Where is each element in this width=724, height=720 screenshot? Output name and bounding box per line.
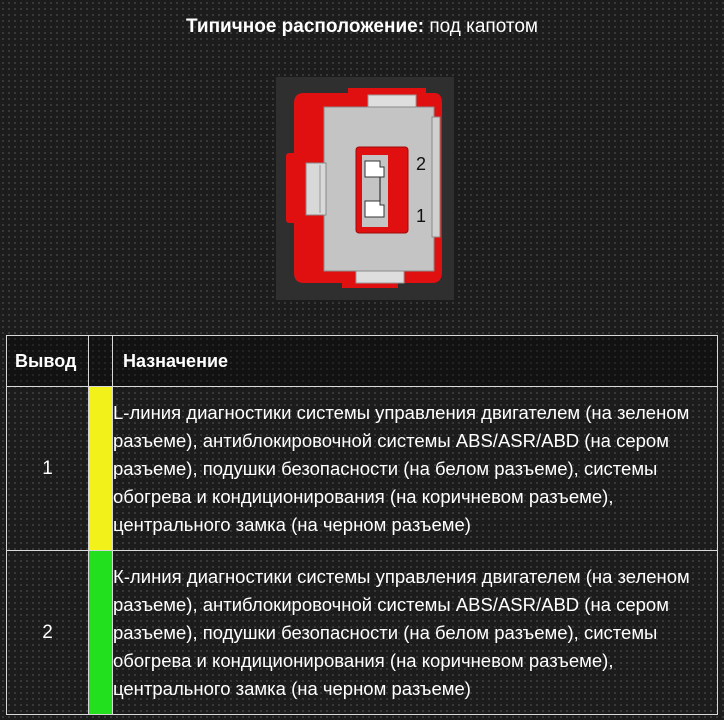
connector-latch	[306, 163, 326, 215]
header-color	[89, 336, 113, 387]
pinout-table	[6, 335, 718, 715]
header-purpose: Назначение	[113, 336, 718, 387]
connector-diagram	[276, 77, 454, 300]
pin-color-swatch	[89, 387, 113, 551]
pin-label-2: 2	[416, 154, 427, 174]
location-label: Типичное расположение:	[186, 16, 425, 37]
connector-top-tab	[368, 95, 416, 107]
pin-description: L-линия диагностики системы управления двигателем (на зеленом разъеме), антиблокировочной системы ABS/ASR/ABD (на сером разъеме), подушки безопасности (на белом разъеме), системы обогрева и кондиционирования (на коричневом разъеме), центрального замка (на черном разъеме)	[113, 387, 718, 551]
table-row	[7, 387, 718, 551]
table-header-row	[7, 336, 718, 387]
pin-description: К-линия диагностики системы управления двигателем (на зеленом разъеме), антиблокировочной системы ABS/ASR/ABD (на сером разъеме), подушки безопасности (на белом разъеме), системы обогрева и кондиционирования (на коричневом разъеме), центрального замка (на черном разъеме)	[113, 551, 718, 715]
table-row	[7, 551, 718, 715]
pin-number: 2	[7, 551, 89, 715]
pin-label-1: 1	[416, 206, 427, 226]
connector-side-bump	[286, 153, 298, 223]
connector-bottom-tab	[356, 271, 404, 283]
connector-right-rail	[432, 117, 440, 237]
location-value: под капотом	[429, 16, 538, 37]
pin-number: 1	[7, 387, 89, 551]
pin-color-swatch	[89, 551, 113, 715]
location-heading	[0, 14, 724, 40]
header-pin: Вывод	[7, 336, 89, 387]
